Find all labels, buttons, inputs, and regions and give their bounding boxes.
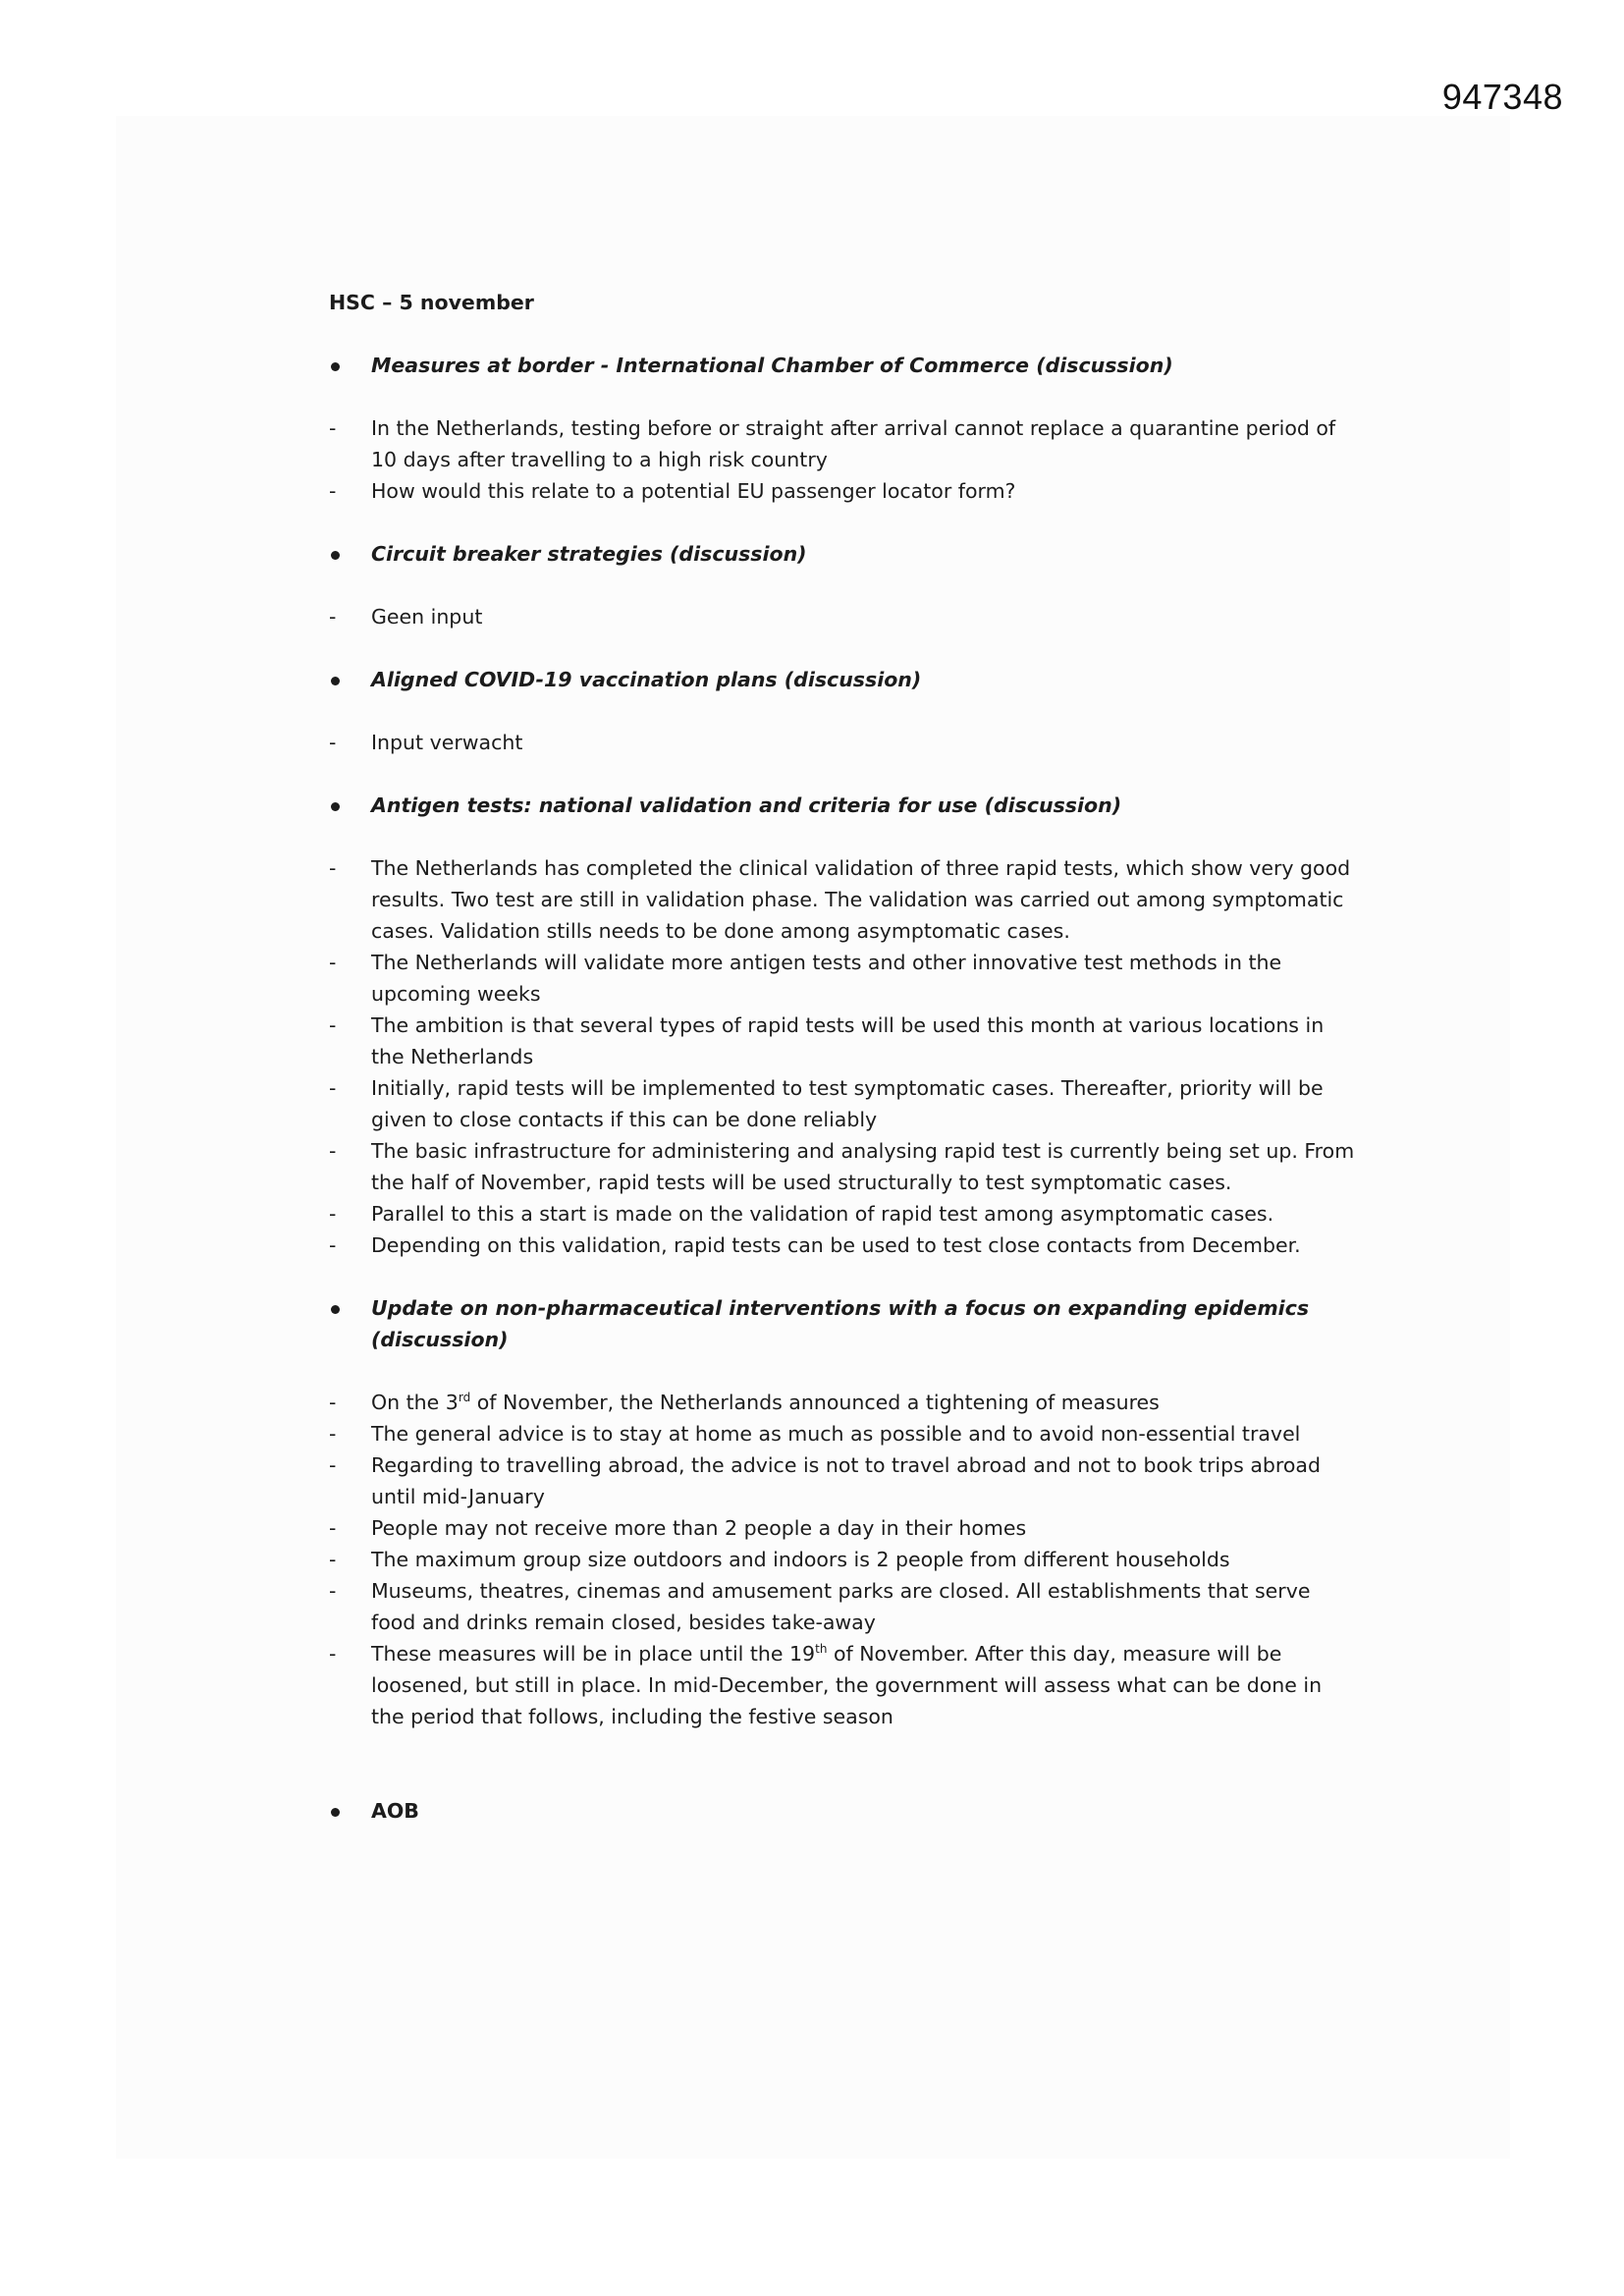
list-item: [329, 727, 1360, 758]
document-title: HSC – 5 november: [329, 291, 534, 314]
dash-marker: -: [329, 951, 337, 974]
section-non-pharmaceutical-interventions: [329, 1292, 1360, 1732]
ordinal-suffix: rd: [458, 1391, 471, 1404]
section-heading: [329, 350, 1360, 381]
list-item-text: The ambition is that several types of rapid tests will be used this month at various locations in the Netherlands: [371, 1013, 1325, 1068]
dash-marker: -: [329, 479, 337, 503]
list-item-text: In the Netherlands, testing before or straight after arrival cannot replace a quarantine period of 10 days after travelling to a high risk country: [371, 416, 1336, 471]
bullet-icon: [331, 551, 340, 560]
dash-marker: -: [329, 1013, 337, 1037]
section-heading: [329, 790, 1360, 821]
dash-marker: -: [329, 1233, 337, 1257]
list-item-text: The basic infrastructure for administering and analysing rapid test is currently being set up. From the half of November, rapid tests will be used structurally to test symptomatic cases.: [371, 1139, 1355, 1194]
section-circuit-breaker: [329, 538, 1360, 632]
list-item-text: Geen input: [371, 605, 483, 629]
dash-marker: -: [329, 731, 337, 754]
list-item-text: The maximum group size outdoors and indoors is 2 people from different households: [371, 1548, 1230, 1571]
list-item: [329, 1449, 1360, 1512]
list-item: [329, 1072, 1360, 1135]
dash-marker: -: [329, 856, 337, 880]
section-heading: [329, 1292, 1360, 1355]
list-item: [329, 1387, 1360, 1418]
bullet-icon: [331, 677, 340, 685]
list-item-text: Initially, rapid tests will be implemented to test symptomatic cases. Thereafter, priority will be given to close contacts if this can be done reliably: [371, 1076, 1324, 1131]
dash-marker: -: [329, 1516, 337, 1540]
dash-marker: -: [329, 1076, 337, 1100]
list-item-text: Museums, theatres, cinemas and amusement parks are closed. All establishments that serve food and drinks remain closed, besides take-away: [371, 1579, 1311, 1634]
list-item: [329, 475, 1360, 507]
list-item-text: Regarding to travelling abroad, the advice is not to travel abroad and not to book trips abroad until mid-January: [371, 1453, 1321, 1508]
list-item-text-end: of November, the Netherlands announced a tightening of measures: [470, 1391, 1160, 1414]
list-item: [329, 947, 1360, 1010]
section-heading: [329, 664, 1360, 695]
section-heading-text: Antigen tests: national validation and criteria for use (discussion): [371, 793, 1122, 817]
item-list: [329, 727, 1360, 758]
list-item: [329, 1230, 1360, 1261]
list-item: [329, 1198, 1360, 1230]
list-item-text: The general advice is to stay at home as much as possible and to avoid non-essential travel: [371, 1422, 1301, 1446]
dash-marker: -: [329, 1453, 337, 1477]
section-measures-at-border: [329, 350, 1360, 507]
vertical-spacer: [329, 1764, 1360, 1795]
list-item-text: Parallel to this a start is made on the validation of rapid test among asymptomatic cases.: [371, 1202, 1274, 1226]
section-heading-text: Update on non-pharmaceutical interventions with a focus on expanding epidemics (discussion): [371, 1296, 1310, 1351]
bullet-icon: [331, 802, 340, 811]
list-item: [329, 1638, 1360, 1732]
dash-marker: -: [329, 1139, 337, 1163]
dash-marker: -: [329, 416, 337, 440]
dash-marker: -: [329, 1579, 337, 1603]
list-item-text-start: These measures will be in place until the 19: [371, 1642, 816, 1666]
list-item: [329, 1135, 1360, 1198]
dash-marker: -: [329, 1391, 337, 1414]
dash-marker: -: [329, 1202, 337, 1226]
section-heading-text: Measures at border - International Chamber of Commerce (discussion): [371, 354, 1173, 377]
list-item-text: The Netherlands will validate more antigen tests and other innovative test methods in the upcoming weeks: [371, 951, 1282, 1006]
list-item: [329, 1575, 1360, 1638]
section-vaccination-plans: [329, 664, 1360, 758]
item-list: [329, 412, 1360, 507]
section-antigen-tests: [329, 790, 1360, 1261]
document-number: 947348: [1441, 77, 1563, 117]
dash-marker: -: [329, 1422, 337, 1446]
list-item-text: Depending on this validation, rapid tests can be used to test close contacts from December.: [371, 1233, 1301, 1257]
list-item: [329, 1512, 1360, 1544]
list-item-text: How would this relate to a potential EU passenger locator form?: [371, 479, 1016, 503]
list-item-text-end: of November. After this day, measure will be loosened, but still in place. In mid-December, the government will assess what can be done in the period that follows, including the festive season: [371, 1642, 1323, 1728]
section-heading-text: AOB: [371, 1799, 419, 1823]
bullet-icon: [331, 1808, 340, 1817]
list-item: [329, 1544, 1360, 1575]
list-item-text-start: On the 3: [371, 1391, 459, 1414]
section-heading-text: Aligned COVID-19 vaccination plans (discussion): [371, 668, 922, 691]
ordinal-suffix: th: [815, 1642, 828, 1656]
list-item-text: Input verwacht: [371, 731, 523, 754]
item-list: [329, 601, 1360, 632]
item-list: [329, 1387, 1360, 1732]
section-aob: [329, 1795, 1360, 1827]
dash-marker: -: [329, 1548, 337, 1571]
list-item: [329, 1418, 1360, 1449]
dash-marker: -: [329, 1642, 337, 1666]
list-item: [329, 1010, 1360, 1072]
document-body: [329, 287, 1360, 1858]
bullet-icon: [331, 362, 340, 371]
list-item: [329, 412, 1360, 475]
dash-marker: -: [329, 605, 337, 629]
section-heading: [329, 538, 1360, 570]
list-item-text: People may not receive more than 2 people a day in their homes: [371, 1516, 1027, 1540]
section-heading-text: Circuit breaker strategies (discussion): [371, 542, 807, 566]
list-item: [329, 852, 1360, 947]
item-list: [329, 852, 1360, 1261]
section-heading: [329, 1795, 1360, 1827]
bullet-icon: [331, 1305, 340, 1314]
list-item-text: The Netherlands has completed the clinical validation of three rapid tests, which show very good results. Two test are still in validation phase. The validation was carried out among symptomatic cases. Validation stills needs to be done among asymptomatic cases.: [371, 856, 1351, 943]
list-item: [329, 601, 1360, 632]
